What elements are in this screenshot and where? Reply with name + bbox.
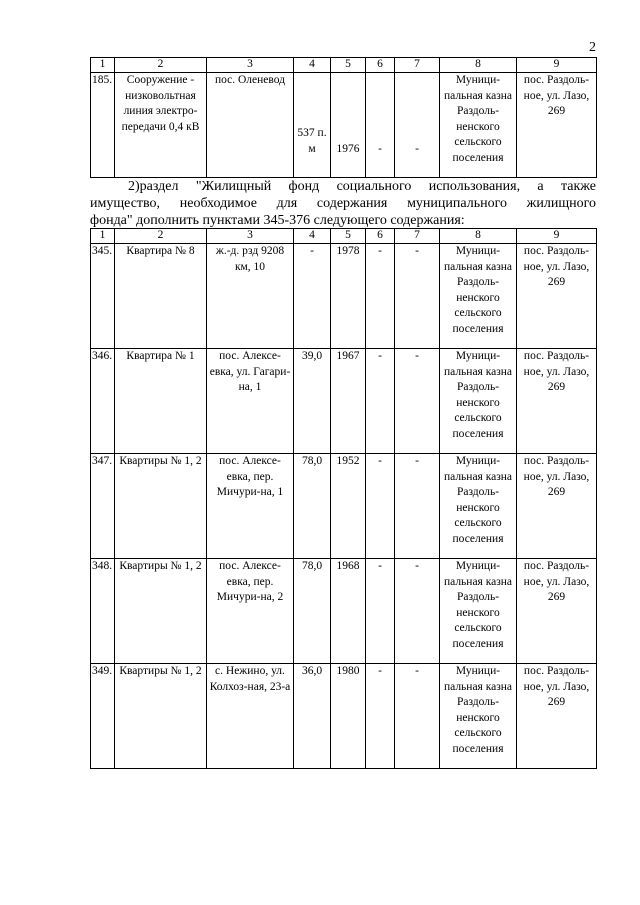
table-row <box>91 349 597 454</box>
object-year: 1952 <box>331 454 366 559</box>
row-number: 347. <box>91 454 115 559</box>
object-name: Квартиры № 1, 2 <box>115 664 207 769</box>
table-row <box>91 73 597 178</box>
column-header: 2 <box>115 229 207 244</box>
owner: Муници-пальная казна Раздоль-ненского сельского поселения <box>440 244 517 349</box>
column-header: 8 <box>440 229 517 244</box>
table-row <box>91 244 597 349</box>
table-row <box>91 454 597 559</box>
col6-value: - <box>366 559 395 664</box>
column-header: 3 <box>207 58 294 73</box>
col6-value: - <box>366 73 395 178</box>
column-header: 9 <box>517 58 597 73</box>
column-header: 3 <box>207 229 294 244</box>
object-year: 1968 <box>331 559 366 664</box>
object-size: 78,0 <box>294 454 331 559</box>
object-year: 1980 <box>331 664 366 769</box>
object-size: 537 п. м <box>294 73 331 178</box>
table-header-row <box>91 229 597 244</box>
property-table-1 <box>90 57 597 178</box>
owner: Муници-пальная казна Раздоль-ненского сельского поселения <box>440 664 517 769</box>
object-name: Квартиры № 1, 2 <box>115 559 207 664</box>
row-number: 345. <box>91 244 115 349</box>
col7-value: - <box>395 454 440 559</box>
object-year: 1976 <box>331 73 366 178</box>
property-table-2 <box>90 228 597 769</box>
paragraph-line: 2)раздел "Жилищный фонд социального использования, а также <box>128 179 596 194</box>
holder: пос. Раздоль-ное, ул. Лазо, 269 <box>517 349 597 454</box>
owner: Муници-пальная казна Раздоль-ненского сельского поселения <box>440 559 517 664</box>
object-name: Квартира № 8 <box>115 244 207 349</box>
object-location: пос. Алексе-евка, пер. Мичури-на, 1 <box>207 454 294 559</box>
object-location: пос. Оленевод <box>207 73 294 178</box>
object-year: 1967 <box>331 349 366 454</box>
col6-value: - <box>366 664 395 769</box>
object-size: 39,0 <box>294 349 331 454</box>
paragraph-line: имущество, необходимое для содержания муниципального жилищного <box>90 196 596 211</box>
object-size: 36,0 <box>294 664 331 769</box>
object-size: 78,0 <box>294 559 331 664</box>
object-name: Квартиры № 1, 2 <box>115 454 207 559</box>
column-header: 7 <box>395 58 440 73</box>
object-location: ж.-д. рзд 9208 км, 10 <box>207 244 294 349</box>
object-year: 1978 <box>331 244 366 349</box>
row-number: 185. <box>91 73 115 178</box>
column-header: 5 <box>331 58 366 73</box>
column-header: 4 <box>294 58 331 73</box>
object-location: пос. Алексе-евка, ул. Гагари-на, 1 <box>207 349 294 454</box>
object-location: с. Нежино, ул. Колхоз-ная, 23-а <box>207 664 294 769</box>
column-header: 7 <box>395 229 440 244</box>
column-header: 5 <box>331 229 366 244</box>
col7-value: - <box>395 664 440 769</box>
col6-value: - <box>366 244 395 349</box>
column-header: 8 <box>440 58 517 73</box>
column-header: 6 <box>366 58 395 73</box>
row-number: 348. <box>91 559 115 664</box>
table-row <box>91 664 597 769</box>
paragraph-line: фонда" дополнить пунктами 345-376 следующего содержания: <box>90 213 465 228</box>
column-header: 1 <box>91 229 115 244</box>
column-header: 4 <box>294 229 331 244</box>
column-header: 1 <box>91 58 115 73</box>
column-header: 2 <box>115 58 207 73</box>
holder: пос. Раздоль-ное, ул. Лазо, 269 <box>517 454 597 559</box>
holder: пос. Раздоль-ное, ул. Лазо, 269 <box>517 244 597 349</box>
col6-value: - <box>366 349 395 454</box>
column-header: 6 <box>366 229 395 244</box>
object-size: - <box>294 244 331 349</box>
row-number: 349. <box>91 664 115 769</box>
owner: Муници-пальная казна Раздоль-ненского сельского поселения <box>440 73 517 178</box>
object-name: Квартира № 1 <box>115 349 207 454</box>
owner: Муници-пальная казна Раздоль-ненского сельского поселения <box>440 454 517 559</box>
col7-value: - <box>395 73 440 178</box>
table-header-row <box>91 58 597 73</box>
column-header: 9 <box>517 229 597 244</box>
col6-value: - <box>366 454 395 559</box>
page-number: 2 <box>589 40 596 55</box>
object-name: Сооружение - низковольтная линия электро-передачи 0,4 кВ <box>115 73 207 178</box>
owner: Муници-пальная казна Раздоль-ненского сельского поселения <box>440 349 517 454</box>
holder: пос. Раздоль-ное, ул. Лазо, 269 <box>517 559 597 664</box>
table-row <box>91 559 597 664</box>
col7-value: - <box>395 559 440 664</box>
amendment-paragraph <box>90 178 596 229</box>
row-number: 346. <box>91 349 115 454</box>
holder: пос. Раздоль-ное, ул. Лазо, 269 <box>517 664 597 769</box>
object-location: пос. Алексе-евка, пер. Мичури-на, 2 <box>207 559 294 664</box>
col7-value: - <box>395 244 440 349</box>
col7-value: - <box>395 349 440 454</box>
holder: пос. Раздоль-ное, ул. Лазо, 269 <box>517 73 597 178</box>
